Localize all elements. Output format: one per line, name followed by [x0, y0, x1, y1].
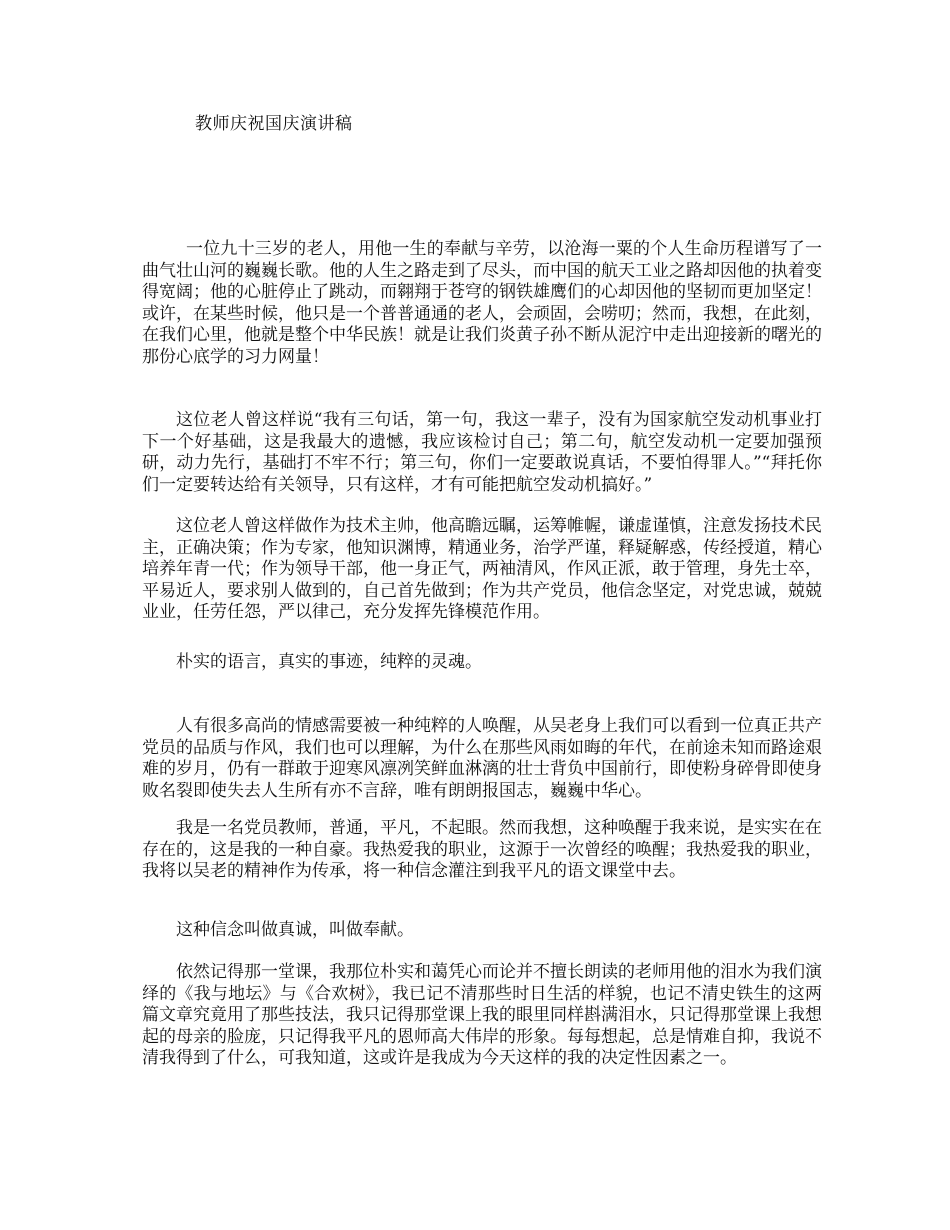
document-title: 教师庆祝国庆演讲稿 — [195, 114, 353, 134]
paragraph-5: 人有很多高尚的情感需要被一种纯粹的人唤醒，从吴老身上我们可以看到一位真正共产党员的品质与作风，我们也可以理解，为什么在那些风雨如晦的年代，在前途未知而路途艰难的岁月，仍有一群敢于迎寒风凛冽笑鲜血淋漓的壮士背负中国前行，即使粉身碎骨即使身败名裂即使失去人生所有亦不言辞，唯有朗朗报国志，巍巍中华心。 — [142, 716, 822, 801]
paragraph-8: 依然记得那一堂课，我那位朴实和蔼凭心而论并不擅长朗读的老师用他的泪水为我们演绎的《我与地坛》与《合欢树》，我已记不清那些时日生活的样貌，也记不清史铁生的这两篇文章究竟用了那些技法，我只记得那堂课上我的眼里同样斟满泪水，只记得那堂课上我想起的母亲的脸庞，只记得我平凡的恩师高大伟岸的形象。每每想起，总是情难自抑，我说不清我得到了什么，可我知道，这或许是我成为今天这样的我的决定性因素之一。 — [142, 962, 822, 1069]
paragraph-4: 朴实的语言，真实的事迹，纯粹的灵魂。 — [176, 652, 482, 672]
paragraph-6: 我是一名党员教师，普通，平凡，不起眼。然而我想，这种唤醒于我来说，是实实在在存在的，这是我的一种自豪。我热爱我的职业，这源于一次曾经的唤醒；我热爱我的职业，我将以吴老的精神作为传承，将一种信念灌注到我平凡的语文课堂中去。 — [142, 818, 822, 882]
paragraph-2: 这位老人曾这样说“我有三句话，第一句，我这一辈子，没有为国家航空发动机事业打下一个好基础，这是我最大的遗憾，我应该检讨自己；第二句，航空发动机一定要加强预研，动力先行，基础打不牢不行；第三句，你们一定要敢说真话，不要怕得罪人。”“拜托你们一定要转达给有关领导，只有这样，才有可能把航空发动机搞好。” — [142, 410, 822, 495]
paragraph-3: 这位老人曾这样做作为技术主帅，他高瞻远瞩，运筹帷幄，谦虚谨慎，注意发扬技术民主，正确决策；作为专家，他知识渊博，精通业务，治学严谨，释疑解惑，传经授道，精心培养年青一代；作为领导干部，他一身正气，两袖清风，作风正派，敢于管理，身先士卒，平易近人，要求别人做到的，自己首先做到；作为共产党员，他信念坚定，对党忠诚，兢兢业业，任劳任怨，严以律己，充分发挥先锋模范作用。 — [142, 516, 822, 623]
paragraph-1: 一位九十三岁的老人，用他一生的奉献与辛劳，以沧海一粟的个人生命历程谱写了一曲气壮山河的巍巍长歌。他的人生之路走到了尽头，而中国的航天工业之路却因他的执着变得宽阔；他的心脏停止了跳动，而翱翔于苍穹的钢铁雄鹰们的心却因他的坚韧而更加坚定！或许，在某些时候，他只是一个普普通通的老人，会顽固，会唠叨；然而，我想，在此刻，在我们心里，他就是整个中华民族！就是让我们炎黄子孙不断从泥泞中走出迎接新的曙光的那份心底学的习力网量！ — [142, 239, 822, 367]
paragraph-7: 这种信念叫做真诚，叫做奉献。 — [176, 920, 414, 940]
